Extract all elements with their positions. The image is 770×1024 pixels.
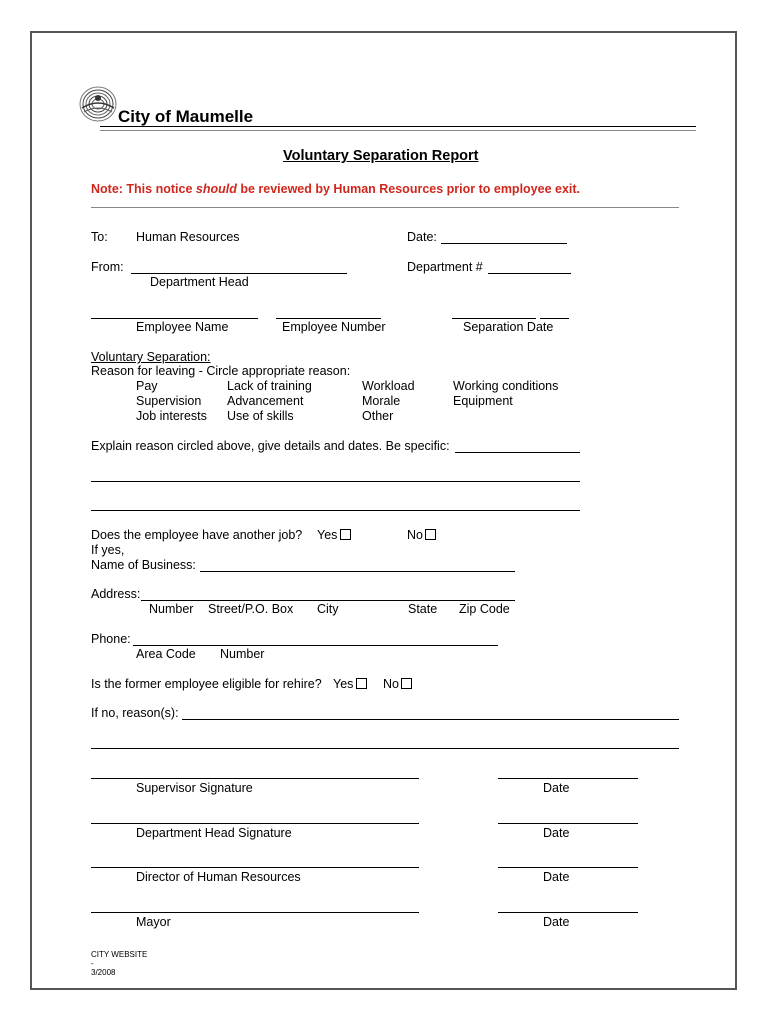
- signature-label: Mayor: [136, 915, 171, 929]
- business-name-field[interactable]: [200, 571, 515, 572]
- rehire-reason-field[interactable]: [182, 719, 679, 720]
- signature-label: Supervisor Signature: [136, 781, 253, 795]
- date-label: Date:: [407, 230, 437, 244]
- reasons-heading: Voluntary Separation:: [91, 350, 211, 364]
- from-field[interactable]: [131, 273, 347, 274]
- reason-option[interactable]: Working conditions: [453, 379, 559, 393]
- rehire-question: Is the former employee eligible for rehire?: [91, 677, 322, 691]
- org-name: City of Maumelle: [118, 107, 254, 126]
- reason-option[interactable]: Job interests: [136, 409, 207, 423]
- address-city-label: City: [317, 602, 339, 616]
- phone-field[interactable]: [133, 645, 498, 646]
- another-job-no-checkbox[interactable]: [425, 529, 436, 540]
- department-head-signature-field[interactable]: [91, 823, 419, 824]
- phone-label: Phone:: [91, 632, 131, 646]
- reason-option[interactable]: Pay: [136, 379, 158, 393]
- another-job-yes-label: Yes: [317, 528, 338, 542]
- address-street-label: Street/P.O. Box: [208, 602, 294, 616]
- reason-option[interactable]: Supervision: [136, 394, 202, 408]
- rehire-yes-checkbox[interactable]: [356, 678, 367, 689]
- header-rule: [100, 126, 696, 131]
- reasons-prompt: Reason for leaving - Circle appropriate reason:: [91, 364, 351, 378]
- rehire-no-checkbox[interactable]: [401, 678, 412, 689]
- note-emphasis: should: [195, 182, 237, 196]
- rehire-no-label: No: [383, 677, 399, 691]
- signature-label: Department Head Signature: [136, 826, 292, 840]
- phone-area-code-label: Area Code: [136, 647, 196, 661]
- date-field[interactable]: [441, 243, 567, 244]
- reason-option[interactable]: Other: [362, 409, 394, 423]
- address-zip-label: Zip Code: [459, 602, 510, 616]
- mayor-signature-field[interactable]: [91, 912, 419, 913]
- separation-date-field[interactable]: [452, 318, 536, 319]
- address-label: Address:: [91, 587, 141, 601]
- department-label: Department #: [407, 260, 483, 274]
- department-field[interactable]: [488, 273, 571, 274]
- another-job-question: Does the employee have another job?: [91, 528, 303, 542]
- from-sublabel: Department Head: [150, 275, 249, 289]
- signature-date-label: Date: [543, 915, 570, 929]
- phone-number-label: Number: [220, 647, 265, 661]
- note-prefix: Note: This notice: [91, 182, 196, 196]
- employee-name-field[interactable]: [91, 318, 258, 319]
- reason-option[interactable]: Equipment: [453, 394, 513, 408]
- signature-label: Director of Human Resources: [136, 870, 301, 884]
- form-title: Voluntary Separation Report: [283, 148, 479, 164]
- note-rule: [91, 207, 679, 208]
- employee-name-label: Employee Name: [136, 320, 229, 334]
- business-name-label: Name of Business:: [91, 558, 196, 572]
- address-field[interactable]: [141, 600, 515, 601]
- reason-option[interactable]: Lack of training: [227, 379, 312, 393]
- reason-option[interactable]: Workload: [362, 379, 415, 393]
- supervisor-date-field[interactable]: [498, 778, 638, 779]
- hr-director-signature-field[interactable]: [91, 867, 419, 868]
- to-value: Human Resources: [136, 230, 240, 244]
- signature-date-label: Date: [543, 826, 570, 840]
- reason-option[interactable]: Morale: [362, 394, 401, 408]
- reason-option[interactable]: Use of skills: [227, 409, 294, 423]
- reason-option[interactable]: Advancement: [227, 394, 304, 408]
- employee-number-label: Employee Number: [282, 320, 386, 334]
- footer-line-1: CITY WEBSITE: [91, 950, 148, 959]
- review-note: [91, 182, 580, 197]
- address-number-label: Number: [149, 602, 194, 616]
- city-seal-logo: [78, 84, 118, 124]
- signature-date-label: Date: [543, 870, 570, 884]
- separation-date-field-end[interactable]: [540, 318, 569, 319]
- footer-line-2: -: [91, 959, 94, 968]
- from-label: From:: [91, 260, 124, 274]
- hr-director-date-field[interactable]: [498, 867, 638, 868]
- footer-line-3: 3/2008: [91, 968, 116, 977]
- rehire-yes-label: Yes: [333, 677, 354, 691]
- if-yes-label: If yes,: [91, 543, 125, 557]
- signature-date-label: Date: [543, 781, 570, 795]
- address-state-label: State: [408, 602, 438, 616]
- another-job-yes-checkbox[interactable]: [340, 529, 351, 540]
- rehire-reason-field-line[interactable]: [91, 748, 679, 749]
- employee-number-field[interactable]: [276, 318, 381, 319]
- supervisor-signature-field[interactable]: [91, 778, 419, 779]
- note-suffix: be reviewed by Human Resources prior to employee exit.: [236, 182, 581, 196]
- mayor-date-field[interactable]: [498, 912, 638, 913]
- explain-field[interactable]: [455, 452, 580, 453]
- explain-field-line[interactable]: [91, 510, 580, 511]
- explain-field-line[interactable]: [91, 481, 580, 482]
- explain-label: Explain reason circled above, give details and dates. Be specific:: [91, 439, 450, 453]
- to-label: To:: [91, 230, 108, 244]
- department-head-date-field[interactable]: [498, 823, 638, 824]
- another-job-no-label: No: [407, 528, 423, 542]
- rehire-reason-label: If no, reason(s):: [91, 706, 179, 720]
- separation-date-label: Separation Date: [463, 320, 554, 334]
